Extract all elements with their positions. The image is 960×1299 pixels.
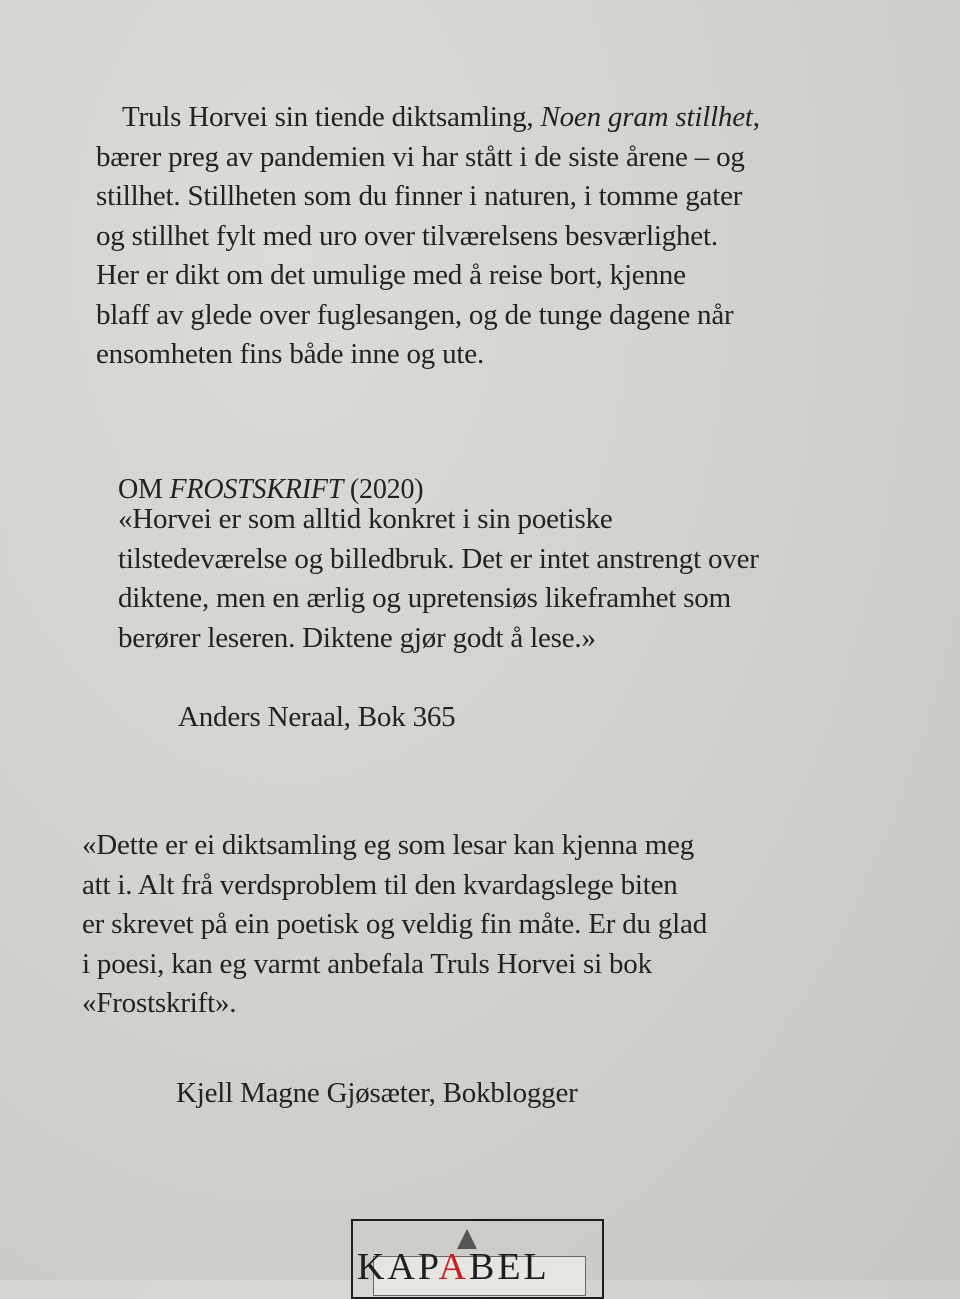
- quote-line: «Frostskrift».: [82, 987, 237, 1019]
- intro-line-5: Her er dikt om det umulige med å reise bort, kjenne: [96, 259, 686, 291]
- book-title: Noen gram stillhet: [540, 101, 753, 133]
- quote-line: er skrevet på ein poetisk og veldig fin måte. Er du glad: [82, 908, 708, 940]
- heading-year: (2020): [343, 474, 424, 505]
- quote-line: «Horvei er som alltid konkret i sin poetiske: [118, 503, 613, 535]
- quote-1-attribution: Anders Neraal, Bok 365: [178, 701, 456, 733]
- intro-line-1: [122, 98, 760, 138]
- logo-text-accent: A: [438, 1246, 469, 1288]
- logo-text: [357, 1245, 550, 1289]
- intro-paragraph: [96, 98, 760, 375]
- intro-text: Truls Horvei sin tiende diktsamling,: [122, 101, 541, 133]
- heading-prefix: OM: [118, 474, 170, 505]
- intro-line-6: blaff av glede over fuglesangen, og de tunge dagene når: [96, 298, 734, 331]
- quote-line: tilstedeværelse og billedbruk. Det er intet anstrengt over: [118, 542, 759, 575]
- quote-line: diktene, men en ærlig og upretensiøs likeframhet som: [118, 582, 731, 614]
- quote-2-attribution: Kjell Magne Gjøsæter, Bokblogger: [176, 1077, 578, 1109]
- review-quote-1: [118, 500, 759, 658]
- logo-text-start: KAP: [357, 1246, 439, 1288]
- quote-line: «Dette er ei diktsamling eg som lesar kan kjenna meg: [82, 829, 695, 861]
- intro-line-3: stillhet. Stillheten som du finner i naturen, i tomme gater: [96, 180, 743, 212]
- quote-line: att i. Alt frå verdsproblem til den kvardagslege biten: [82, 868, 678, 901]
- intro-line-7: ensomheten fins både inne og ute.: [96, 338, 485, 370]
- quote-line: i poesi, kan eg varmt anbefala Truls Horvei si bok: [82, 947, 652, 980]
- heading-book-title: FROSTSKRIFT: [169, 474, 344, 505]
- intro-line-4: og stillhet fylt med uro over tilværelsens besværlighet.: [96, 219, 718, 252]
- publisher-logo: [351, 1219, 604, 1299]
- review-quote-2: [82, 826, 707, 1024]
- quote-line: berører leseren. Diktene gjør godt å lese.»: [118, 621, 596, 654]
- logo-text-end: BEL: [468, 1246, 550, 1288]
- punctuation: ,: [752, 101, 760, 133]
- intro-line-2: bærer preg av pandemien vi har stått i de siste årene – og: [96, 140, 745, 173]
